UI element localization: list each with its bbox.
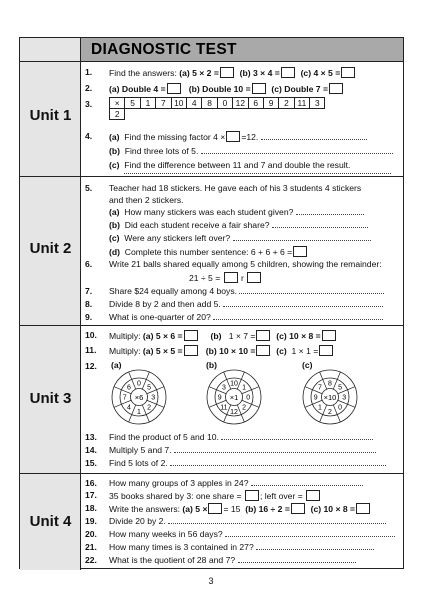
wheel-number: 6 [126, 384, 131, 392]
table-cell: 11 [294, 98, 309, 109]
wheel-number: 0 [338, 404, 343, 412]
answer-box[interactable] [184, 345, 198, 356]
wheel-number: 0 [137, 380, 141, 388]
answer-box[interactable] [306, 490, 320, 501]
wheel-number: 3 [151, 394, 156, 402]
answer-line[interactable] [296, 207, 364, 215]
operator-cell: × [110, 98, 125, 109]
page-title: DIAGNOSTIC TEST [91, 41, 237, 58]
unit-3-section [20, 326, 403, 474]
wheel-number: 9 [217, 394, 222, 402]
wheel-answer-slot[interactable] [231, 371, 237, 377]
wheel-answer-slot[interactable] [247, 378, 253, 384]
answer-box[interactable] [281, 67, 295, 78]
wheel-number: 2 [328, 408, 332, 416]
question-number: 1. [85, 67, 93, 77]
wheel-answer-slot[interactable] [152, 378, 158, 384]
answer-cell[interactable] [186, 109, 201, 120]
table-row [110, 98, 325, 109]
wheel-number: 7 [317, 384, 322, 392]
wheel-number: 2 [242, 404, 247, 412]
wheel-answer-slot[interactable] [136, 417, 142, 423]
wheel-answer-slot[interactable] [113, 394, 119, 400]
unit-2-body: 5. Teacher had 18 stickers. He gave each of his 3 students 4 stickers and then 2 stickers. (a) How many stickers was each student given? (b) Did each student receive a fair share? (c) Were any stickers left over? (d) Complete this number sentence: 6 + 6 + 6 = 6. Write 21 balls shared equally among 5 children, showing the remainder: 21 ÷ 5 = r 7. Share $24 equally among 4 boys. 8. Divide 8 by 2 and then add 5. 9. What is one-quarter of 20? [81, 177, 403, 325]
wheel-center: ×10 [323, 392, 337, 402]
table-cell: 2 [110, 109, 125, 120]
wheel-a-label: (a) [111, 360, 122, 370]
answer-line[interactable] [238, 555, 356, 563]
unit-4-section [20, 474, 403, 570]
multiplication-wheel-b [206, 369, 262, 425]
answer-box[interactable] [226, 131, 240, 142]
wheel-c-label: (c) [302, 360, 313, 370]
unit-1-body: 1. Find the answers: (a) 5 × 2 = (b) 3 × 4 = (c) 4 × 5 = 2. (a) Double 4 = (b) Double 10 = (c) Double 7 = 3. × 5 1 7 10 4 8 0 12 6 9 2 11 3 2 4. (a) Find the missing factor 4 × =12. (b) Find three lots of 5. (c) Find the difference between 11 and 7 and double the result. [81, 62, 403, 176]
wheel-answer-slot[interactable] [247, 410, 253, 416]
answer-cell[interactable] [156, 109, 171, 120]
answer-box[interactable] [293, 246, 307, 257]
table-row [110, 109, 325, 120]
answer-line[interactable] [201, 146, 393, 154]
wheel-number: 3 [221, 384, 226, 392]
wheel-number: 1 [317, 404, 322, 412]
answer-cell[interactable] [233, 109, 248, 120]
table-cell: 1 [140, 98, 155, 109]
wheel-number: 12 [230, 408, 238, 416]
wheel-number: 0 [246, 394, 251, 402]
wheel-answer-slot[interactable] [311, 378, 317, 384]
table-cell: 8 [202, 98, 217, 109]
wheel-center: ×6 [134, 392, 144, 402]
answer-line[interactable] [239, 286, 384, 294]
table-cell: 3 [310, 98, 325, 109]
multiplication-wheel-a [111, 369, 167, 425]
unit-4-body: 16. How many groups of 3 apples in 24? 17. 35 books shared by 3: one share = ; left over = 18. Write the answers: (a) 5 × = 15 (b) 16 ÷ 2 = (c) 10 × 8 = 19. Divide 20 by 2. 20. How many weeks in 56 days? 21. How many times is 3 contained in 27? 22. What is the quotient of 28 and 7? [81, 474, 403, 570]
wheel-answer-slot[interactable] [215, 410, 221, 416]
wheel-answer-slot[interactable] [327, 417, 333, 423]
multiplication-wheel-c [302, 369, 358, 425]
answer-box[interactable] [220, 67, 234, 78]
wheel-graphic [206, 369, 262, 425]
answer-box[interactable] [252, 83, 266, 94]
answer-cell[interactable] [202, 109, 217, 120]
table-cell: 5 [125, 98, 140, 109]
wheel-graphic [302, 369, 358, 425]
answer-line[interactable] [213, 312, 383, 320]
answer-box[interactable] [356, 503, 370, 514]
answer-box[interactable] [291, 503, 305, 514]
unit-1-section [20, 62, 403, 177]
answer-line[interactable] [233, 233, 371, 241]
answer-line[interactable] [170, 458, 386, 466]
wheel-answer-slot[interactable] [120, 378, 126, 384]
wheel-number: 5 [338, 384, 343, 392]
answer-line[interactable] [223, 299, 383, 307]
test-sheet [19, 37, 404, 569]
answer-box[interactable] [208, 503, 222, 514]
unit-2-section [20, 177, 403, 326]
wheel-answer-slot[interactable] [343, 378, 349, 384]
answer-box[interactable] [224, 272, 238, 283]
wheel-answer-slot[interactable] [215, 378, 221, 384]
wheel-answer-slot[interactable] [159, 394, 165, 400]
wheel-answer-slot[interactable] [343, 410, 349, 416]
answer-line[interactable] [272, 220, 368, 228]
table-cell: 7 [156, 98, 171, 109]
unit-1-label: Unit 1 [29, 107, 72, 124]
answer-box[interactable] [319, 345, 333, 356]
unit-2-label: Unit 2 [29, 240, 72, 257]
answer-cell[interactable] [279, 109, 294, 120]
table-cell: 9 [263, 98, 278, 109]
wheel-number: 1 [242, 384, 247, 392]
remainder-box[interactable] [247, 272, 261, 283]
wheel-answer-slot[interactable] [208, 394, 214, 400]
wheel-number: 5 [147, 384, 152, 392]
answer-line[interactable] [251, 478, 363, 486]
header-corner [20, 38, 81, 61]
wheel-answer-slot[interactable] [231, 417, 237, 423]
answer-box[interactable] [341, 67, 355, 78]
answer-cell[interactable] [263, 109, 278, 120]
answer-line[interactable] [221, 432, 373, 440]
answer-cell[interactable] [310, 109, 325, 120]
wheel-number: 7 [122, 394, 127, 402]
answer-cell[interactable] [294, 109, 309, 120]
answer-box[interactable] [245, 490, 259, 501]
wheel-number: 10 [230, 380, 238, 388]
answer-box[interactable] [256, 330, 270, 341]
unit-3-body: 10. Multiply: (a) 5 × 6 = (b) 1 × 7 = (c) 10 × 8 = 11. Multiply: (a) 5 × 5 = (b) 10 × 10 = (c) 1 × 1 = 12. (a) (b) (c) 0 5 3 2 1 4 7 6 ×6 10 1 0 2 12 11 9 3 ×1 8 5 3 0 2 1 9 7 ×10 13. Find the product of 5 and 10. 14. Multiply 5 and 7. 15. Find 5 lots of 2. [81, 326, 403, 473]
wheel-answer-slot[interactable] [120, 410, 126, 416]
answer-line[interactable] [225, 529, 395, 537]
table-cell: 4 [186, 98, 201, 109]
answer-box[interactable] [322, 330, 336, 341]
unit-4-label: Unit 4 [29, 513, 72, 530]
wheel-answer-slot[interactable] [311, 410, 317, 416]
answer-cell[interactable] [125, 109, 140, 120]
table-cell: 10 [171, 98, 186, 109]
wheel-number: 2 [147, 404, 152, 412]
multiplication-table [109, 97, 325, 120]
header-bar [81, 38, 403, 61]
answer-box[interactable] [167, 83, 181, 94]
page-number: 3 [208, 576, 214, 586]
wheel-answer-slot[interactable] [304, 394, 310, 400]
wheel-number: 4 [126, 404, 131, 412]
wheel-graphic [111, 369, 167, 425]
table-cell: 6 [248, 98, 263, 109]
wheel-number: 1 [137, 408, 141, 416]
answer-cell[interactable] [217, 109, 232, 120]
answer-line[interactable] [261, 132, 367, 140]
wheel-number: 8 [328, 380, 332, 388]
table-cell: 2 [279, 98, 294, 109]
wheel-answer-slot[interactable] [350, 394, 356, 400]
wheel-answer-slot[interactable] [152, 410, 158, 416]
table-cell: 0 [217, 98, 232, 109]
header-row [20, 38, 403, 62]
answer-box[interactable] [256, 345, 270, 356]
answer-cell[interactable] [171, 109, 186, 120]
answer-cell[interactable] [248, 109, 263, 120]
wheel-answer-slot[interactable] [136, 371, 142, 377]
answer-box[interactable] [184, 330, 198, 341]
answer-line[interactable] [124, 173, 391, 174]
wheel-number: 11 [220, 404, 228, 412]
wheel-b-label: (b) [206, 360, 217, 370]
wheel-answer-slot[interactable] [254, 394, 260, 400]
answer-line[interactable] [256, 542, 374, 550]
answer-line[interactable] [168, 516, 386, 524]
answer-line[interactable] [174, 445, 376, 453]
unit-3-label: Unit 3 [29, 390, 72, 407]
wheel-answer-slot[interactable] [327, 371, 333, 377]
answer-box[interactable] [329, 83, 343, 94]
wheel-number: 3 [342, 394, 347, 402]
wheel-center: ×1 [229, 392, 239, 402]
table-cell: 12 [233, 98, 248, 109]
answer-cell[interactable] [140, 109, 155, 120]
wheel-number: 9 [313, 394, 318, 402]
